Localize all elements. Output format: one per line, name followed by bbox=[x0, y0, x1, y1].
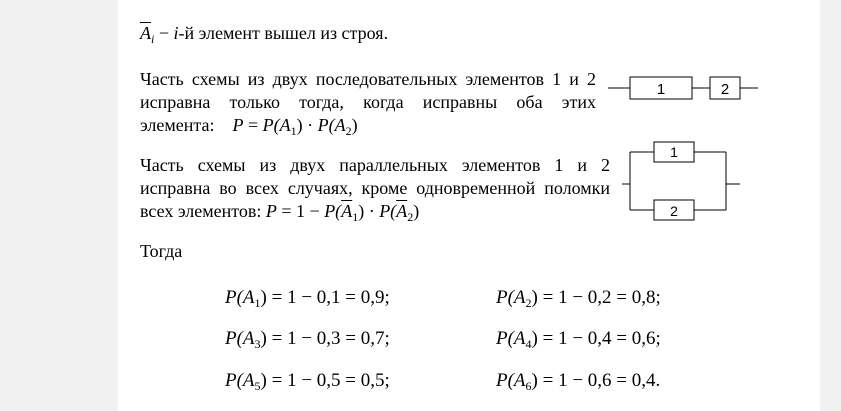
parallel-paragraph bbox=[140, 154, 610, 223]
series-formula-p2: P(A bbox=[317, 115, 346, 135]
parallel-formula-s2: 2 bbox=[407, 210, 414, 224]
formula-2-pre: P(A bbox=[496, 287, 526, 308]
parallel-formula-eq: = 1 − bbox=[276, 201, 325, 221]
formula-1 bbox=[225, 286, 390, 310]
series-formula-eq: = bbox=[243, 115, 263, 135]
series-line-2: исправна только тогда, когда исправны оба этих bbox=[140, 92, 596, 112]
intro-index: i bbox=[173, 23, 179, 43]
formula-6 bbox=[496, 369, 660, 393]
formula-4-sub: 4 bbox=[525, 337, 532, 351]
formula-3-post: ) = 1 − 0,3 = 0,7; bbox=[260, 328, 390, 349]
formula-5-post: ) = 1 − 0,5 = 0,5; bbox=[260, 370, 390, 391]
parallel-formula-close1: ) bbox=[358, 201, 365, 221]
formula-6-sub: 6 bbox=[525, 379, 532, 393]
series-formula-dot: · bbox=[302, 115, 318, 135]
formula-4-post: ) = 1 − 0,4 = 0,6; bbox=[531, 328, 661, 349]
formula-1-post: ) = 1 − 0,1 = 0,9; bbox=[260, 287, 390, 308]
left-margin bbox=[0, 0, 118, 411]
series-formula-lhs: P bbox=[232, 115, 244, 135]
parallel-label-1: 1 bbox=[670, 144, 678, 160]
series-label-2: 2 bbox=[720, 81, 730, 98]
formula-4-pre: P(A bbox=[496, 328, 526, 349]
formula-6-post: ) = 1 − 0,6 = 0,4. bbox=[531, 370, 661, 391]
parallel-line-3 bbox=[140, 201, 420, 224]
series-formula-s2: 2 bbox=[345, 124, 352, 138]
parallel-formula-lhs: P bbox=[265, 201, 277, 221]
parallel-line-3-text: всех элементов: bbox=[140, 201, 262, 221]
series-paragraph bbox=[140, 68, 596, 137]
series-label-1: 1 bbox=[656, 81, 666, 98]
parallel-formula-a2: $\overline{A}$ bbox=[396, 201, 408, 221]
intro-symbol: $\overline{A}$ bbox=[140, 23, 151, 43]
parallel-formula-dot: · bbox=[364, 201, 380, 221]
series-line-3-text: элемента: bbox=[140, 115, 215, 135]
parallel-line-2: исправна во всех случаях, кроме одновременной поломки bbox=[140, 178, 610, 198]
parallel-formula-a1: $\overline{A}$ bbox=[341, 201, 353, 221]
series-formula-close2: ) bbox=[351, 115, 358, 135]
parallel-formula-close2: ) bbox=[413, 201, 420, 221]
formula-3-pre: P(A bbox=[225, 328, 255, 349]
series-formula-close1: ) bbox=[296, 115, 303, 135]
formula-2-sub: 2 bbox=[525, 296, 532, 310]
formula-1-sub: 1 bbox=[254, 296, 261, 310]
formula-6-pre: P(A bbox=[496, 370, 526, 391]
formula-5-pre: P(A bbox=[225, 370, 255, 391]
parallel-label-2: 2 bbox=[670, 203, 678, 219]
parallel-formula-s1: 1 bbox=[352, 210, 359, 224]
formula-5-sub: 5 bbox=[254, 379, 261, 393]
formula-3 bbox=[225, 327, 390, 351]
series-formula-s1: 1 bbox=[290, 124, 297, 138]
series-formula bbox=[232, 115, 358, 138]
formula-2-post: ) = 1 − 0,2 = 0,8; bbox=[531, 287, 661, 308]
formula-5 bbox=[225, 369, 390, 393]
formula-2 bbox=[496, 286, 661, 310]
formula-1-pre: P(A bbox=[225, 287, 255, 308]
right-margin bbox=[820, 0, 841, 411]
formula-3-sub: 3 bbox=[254, 337, 261, 351]
parallel-formula-p1: P( bbox=[324, 201, 342, 221]
parallel-line-1: Часть схемы из двух параллельных элементов 1 и 2 bbox=[140, 155, 610, 175]
formula-4 bbox=[496, 327, 661, 351]
intro-subscript: i bbox=[151, 32, 155, 46]
togda-word: Тогда bbox=[140, 241, 183, 261]
series-formula-p1: P(A bbox=[262, 115, 291, 135]
parallel-formula bbox=[265, 201, 420, 224]
parallel-scheme bbox=[622, 140, 742, 224]
series-line-3 bbox=[140, 115, 358, 138]
series-scheme bbox=[608, 72, 758, 104]
parallel-formula-p2: P( bbox=[379, 201, 397, 221]
intro-dash: − bbox=[154, 23, 174, 43]
series-line-1: Часть схемы из двух последовательных элементов 1 и 2 bbox=[140, 69, 596, 89]
intro-text: -й элемент вышел из строя. bbox=[178, 23, 389, 43]
intro-line bbox=[140, 22, 388, 45]
